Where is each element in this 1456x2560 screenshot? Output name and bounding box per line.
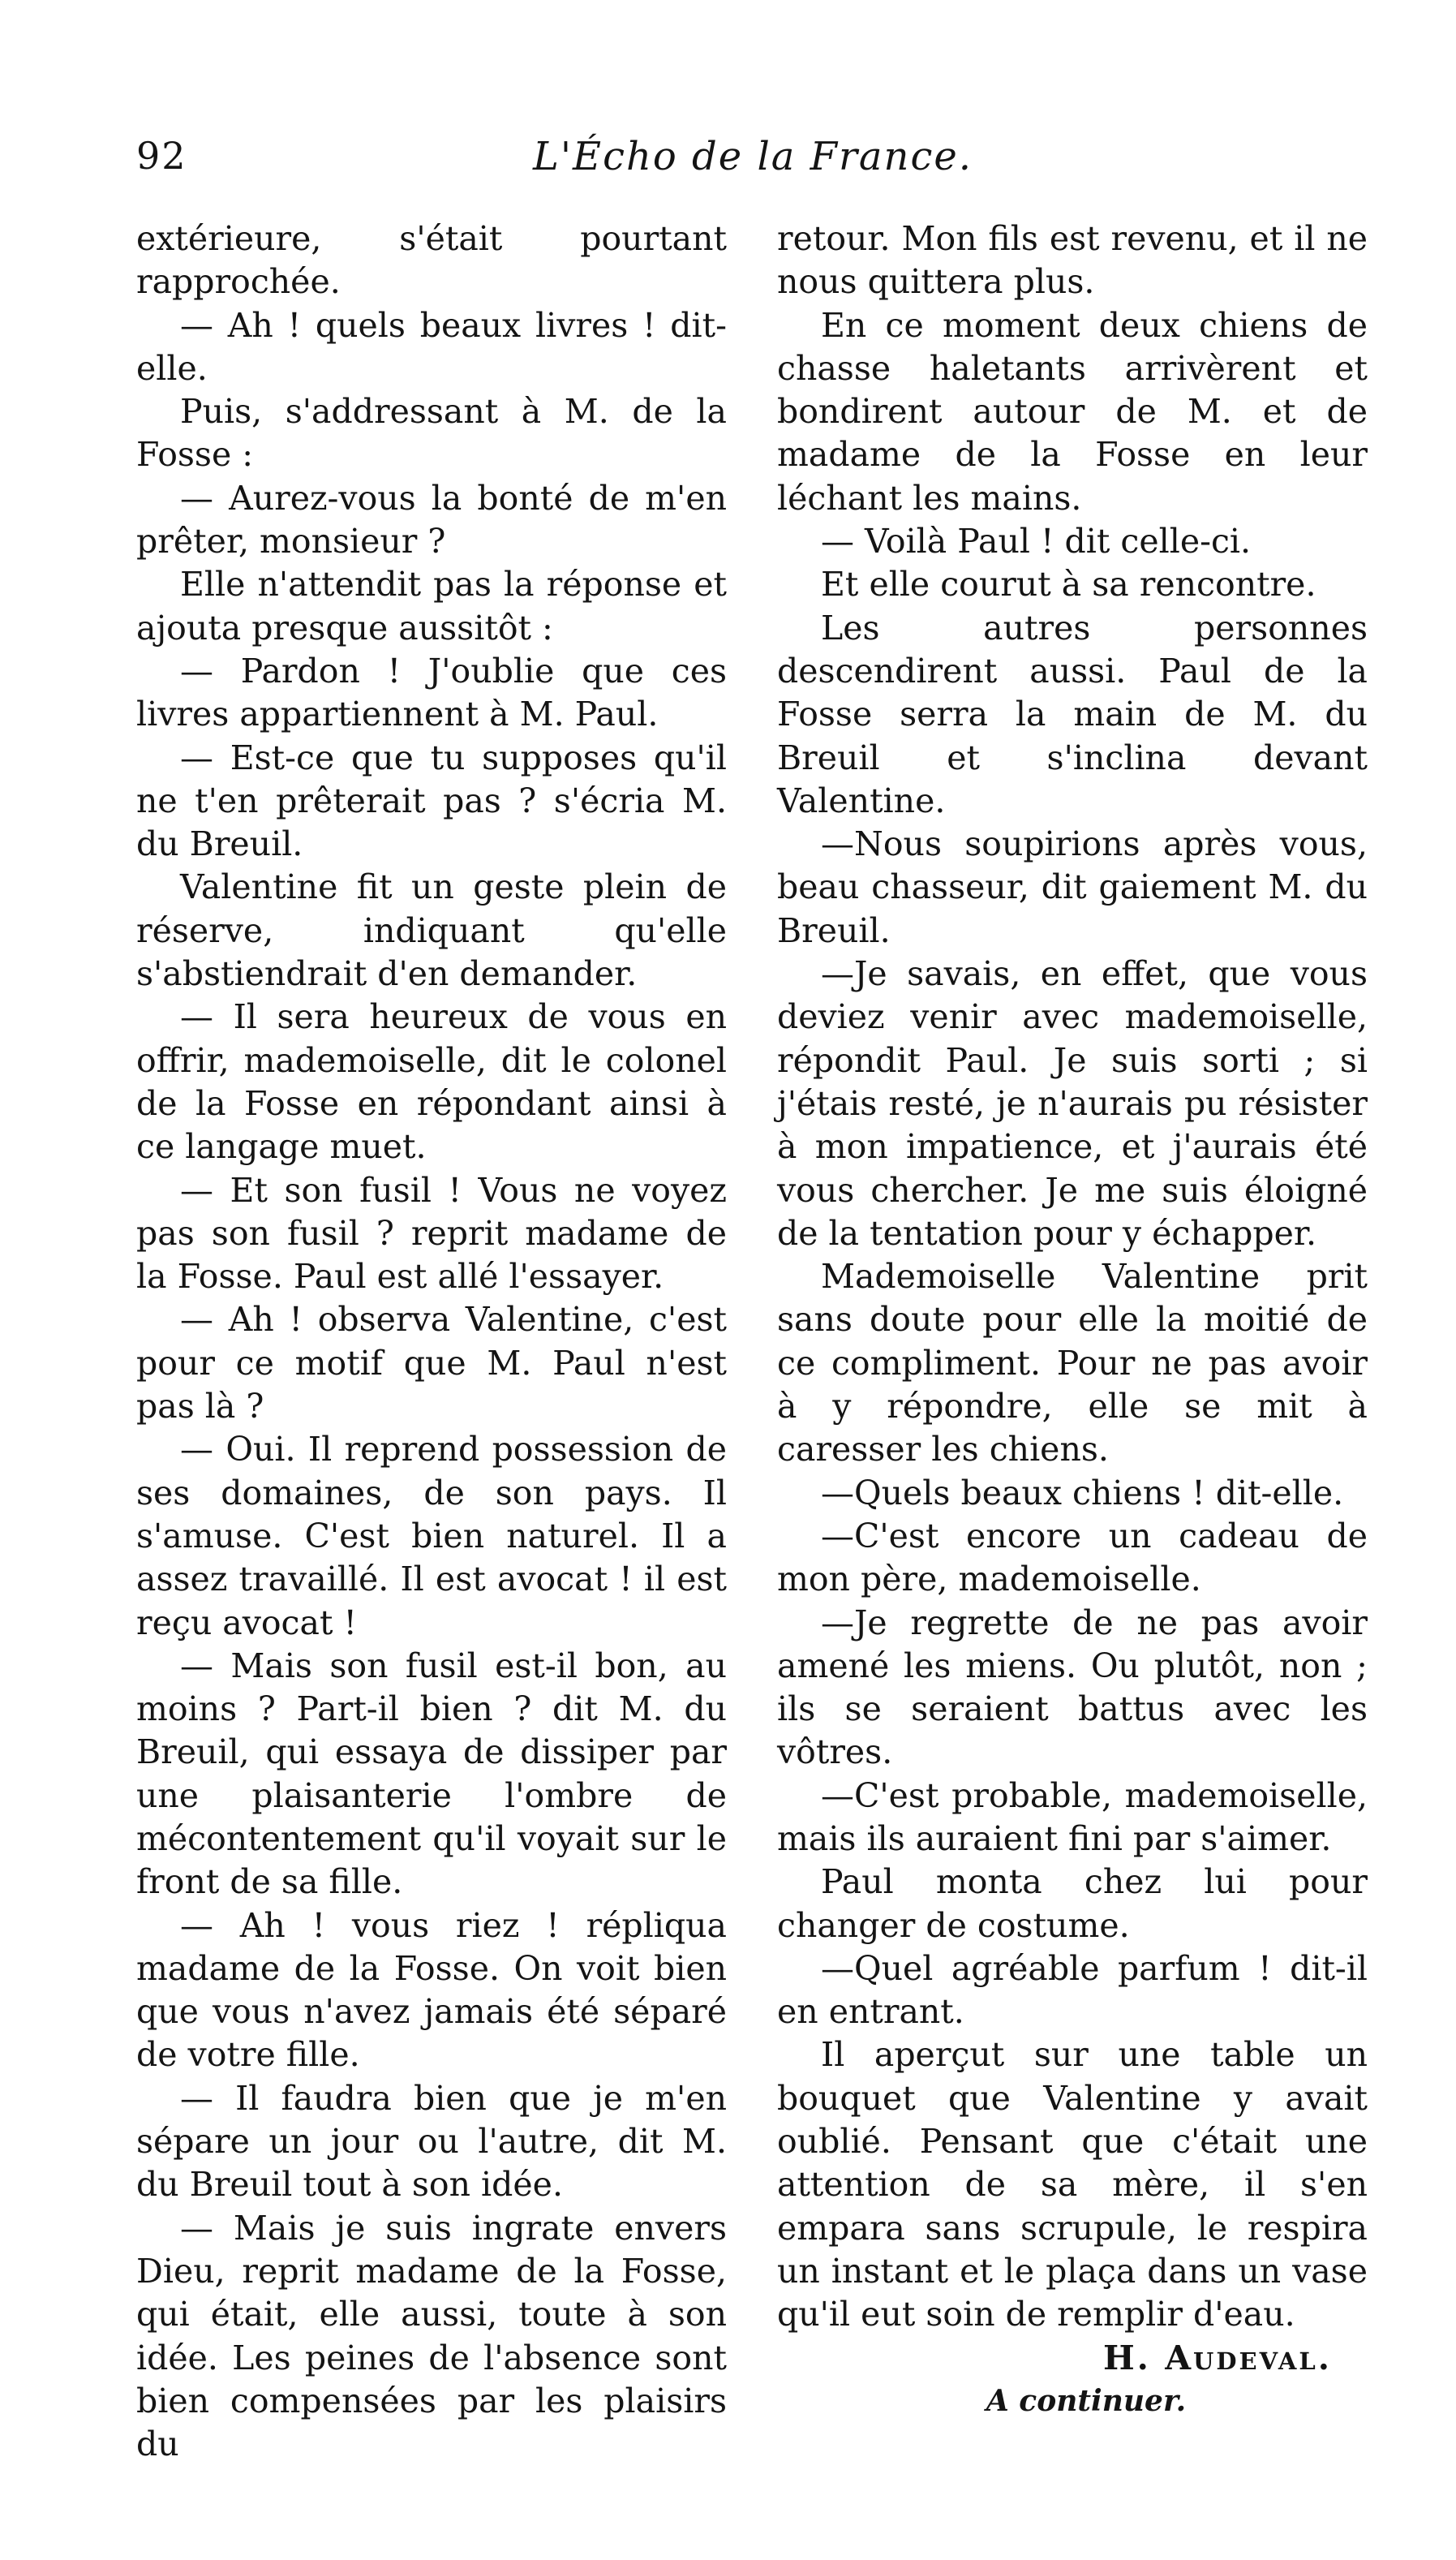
author-signature: H. Audeval. <box>1102 2338 1332 2377</box>
paragraph: — Ah ! observa Valentine, c'est pour ce motif que M. Paul n'est pas là ? <box>136 1300 727 1426</box>
paragraph: — Pardon ! J'oublie que ces livres appartiennent à M. Paul. <box>136 651 727 734</box>
paragraph: —Je savais, en effet, que vous deviez venir avec mademoiselle, répondit Paul. Je suis sorti ; si j'étais resté, je n'aurais pu résister à mon impatience, et j'aurais été vous chercher. Je me suis éloigné de la tentation pour y échapper. <box>777 954 1368 1253</box>
paragraph: Paul monta chez lui pour changer de costume. <box>777 1862 1368 1945</box>
paragraph: Et elle courut à sa rencontre. <box>821 565 1316 605</box>
paragraph: —Nous soupirions après vous, beau chasseur, dit gaiement M. du Breuil. <box>777 824 1368 950</box>
paragraph: Les autres personnes descendirent aussi. Paul de la Fosse serra la main de M. du Breuil et s'inclina devant Valentine. <box>777 608 1368 820</box>
paragraph: —Quels beaux chiens ! dit-elle. <box>821 1473 1344 1512</box>
paragraph: Valentine fit un geste plein de réserve, indiquant qu'elle s'abstiendrait d'en demander. <box>136 867 727 994</box>
paragraph: retour. Mon fils est revenu, et il ne nous quittera plus. <box>777 219 1368 302</box>
paragraph: Il aperçut sur une table un bouquet que Valentine y avait oublié. Pensant que c'était une attention de sa mère, il s'en empara sans scrupule, le respira un instant et le plaça dans un vase qu'il eut soin de remplir d'eau. <box>777 2035 1368 2334</box>
paragraph: — Ah ! quels beaux livres ! dit-elle. <box>136 305 727 388</box>
running-head <box>136 134 1369 191</box>
paragraph: Mademoiselle Valentine prit sans doute pour elle la moitié de ce compliment. Pour ne pas avoir à y répondre, elle se mit à caresser les chiens. <box>777 1257 1368 1469</box>
paragraph: — Ah ! vous riez ! répliqua madame de la Fosse. On voit bien que vous n'avez jamais été séparé de votre fille. <box>136 1905 727 2075</box>
continuation-note: A continuer. <box>986 2383 1187 2418</box>
paragraph: — Est-ce que tu supposes qu'il ne t'en prêterait pas ? s'écria M. du Breuil. <box>136 738 727 864</box>
paragraph: —Quel agréable parfum ! dit-il en entrant. <box>777 1948 1368 2032</box>
paragraph: — Il faudra bien que je m'en sépare un jour ou l'autre, dit M. du Breuil tout à son idée. <box>136 2078 727 2205</box>
paragraph: — Voilà Paul ! dit celle-ci. <box>821 522 1252 561</box>
left-column <box>136 217 727 2466</box>
paragraph: extérieure, s'était pourtant rapprochée. <box>136 219 727 302</box>
page-number: 92 <box>136 134 187 178</box>
paragraph: — Mais son fusil est-il bon, au moins ? Part-il bien ? dit M. du Breuil, qui essaya de dissiper par une plaisanterie l'ombre de mécontentement qu'il voyait sur le front de sa fille. <box>136 1646 727 1902</box>
paragraph: Puis, s'addressant à M. de la Fosse : <box>136 392 727 475</box>
paragraph: — Oui. Il reprend possession de ses domaines, de son pays. Il s'amuse. C'est bien naturel. Il a assez travaillé. Il est avocat ! il est reçu avocat ! <box>136 1430 727 1642</box>
paragraph: — Aurez-vous la bonté de m'en prêter, monsieur ? <box>136 478 727 561</box>
paragraph: —Je regrette de ne pas avoir amené les miens. Ou plutôt, non ; ils se seraient battus avec les vôtres. <box>777 1603 1368 1772</box>
paragraph: Elle n'attendit pas la réponse et ajouta presque aussitôt : <box>136 565 727 648</box>
right-column <box>777 217 1368 2423</box>
journal-title: L'Écho de la France. <box>532 134 973 179</box>
paragraph: — Il sera heureux de vous en offrir, mademoiselle, dit le colonel de la Fosse en répondant ainsi à ce langage muet. <box>136 997 727 1167</box>
paragraph: —C'est probable, mademoiselle, mais ils auraient fini par s'aimer. <box>777 1775 1368 1858</box>
paragraph: —C'est encore un cadeau de mon père, mademoiselle. <box>777 1516 1368 1599</box>
paragraph: — Mais je suis ingrate envers Dieu, reprit madame de la Fosse, qui était, elle aussi, toute à son idée. Les peines de l'absence sont bien compensées par les plaisirs du <box>136 2208 727 2464</box>
paragraph: — Et son fusil ! Vous ne voyez pas son fusil ? reprit madame de la Fosse. Paul est allé l'essayer. <box>136 1170 727 1297</box>
paragraph: En ce moment deux chiens de chasse haletants arrivèrent et bondirent autour de M. et de madame de la Fosse en leur léchant les mains. <box>777 305 1368 518</box>
